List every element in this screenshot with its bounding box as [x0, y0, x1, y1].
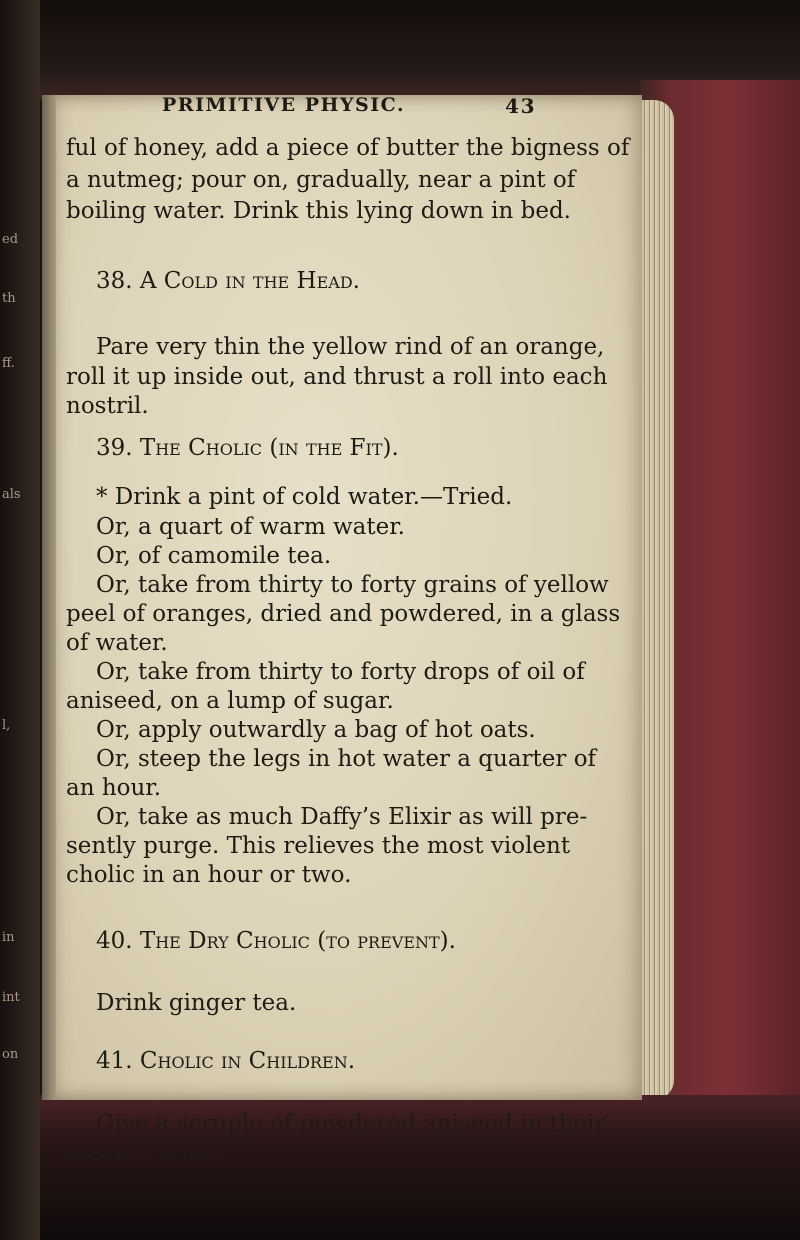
- margin-fragment: ff.: [2, 356, 15, 371]
- text-line: Or, take as much Daffy’s Elixir as will pre-: [96, 804, 588, 830]
- text-line: Or, steep the legs in hot water a quarter of: [96, 746, 597, 772]
- text-line: Drink ginger tea.: [96, 990, 297, 1016]
- section-heading: 40. The Dry Cholic (to prevent).: [96, 928, 456, 954]
- margin-fragment: ed: [2, 232, 19, 247]
- text-line: roll it up inside out, and thrust a roll into each: [66, 364, 608, 390]
- text-line: Pare very thin the yellow rind of an orange,: [96, 334, 605, 360]
- text-line: Or, of camomile tea.: [96, 543, 332, 569]
- text-line: an hour.: [66, 775, 162, 801]
- margin-fragment: als: [2, 487, 21, 502]
- text-line: peel of oranges, dried and powdered, in a glass: [66, 601, 621, 627]
- text-line: cholic in an hour or two.: [66, 862, 352, 888]
- text-line: sently purge. This relieves the most violent: [66, 833, 571, 859]
- text-line: aniseed, on a lump of sugar.: [66, 688, 394, 714]
- text-line: nostril.: [66, 393, 149, 419]
- page-gutter: [42, 95, 56, 1100]
- text-line: meat.—Tried.: [66, 1140, 225, 1166]
- text-line: * Drink a pint of cold water.—Tried.: [96, 484, 513, 510]
- page-number: 43: [505, 94, 536, 118]
- text-line: Or, apply outwardly a bag of hot oats.: [96, 717, 536, 743]
- text-line: ful of honey, add a piece of butter the bigness of: [66, 135, 630, 161]
- text-line: Give a scruple of powdered aniseed in their: [96, 1111, 606, 1137]
- text-line: boiling water. Drink this lying down in bed.: [66, 198, 571, 224]
- text-line: of water.: [66, 630, 168, 656]
- running-header: [162, 94, 536, 124]
- margin-fragment: on: [2, 1047, 19, 1062]
- section-heading: 41. Cholic in Children.: [96, 1048, 356, 1074]
- section-heading: 39. The Cholic (in the Fit).: [96, 435, 399, 461]
- margin-fragment: int: [2, 990, 20, 1005]
- margin-fragment: th: [2, 291, 16, 306]
- text-line: a nutmeg; pour on, gradually, near a pint of: [66, 167, 576, 193]
- running-title: PRIMITIVE PHYSIC.: [162, 94, 406, 116]
- text-line: Or, take from thirty to forty grains of yellow: [96, 572, 609, 598]
- text-line: Or, take from thirty to forty drops of oil of: [96, 659, 585, 685]
- margin-fragment: in: [2, 930, 15, 945]
- text-line: Or, a quart of warm water.: [96, 514, 405, 540]
- facing-page-edge: [0, 0, 40, 1240]
- section-heading: 38. A Cold in the Head.: [96, 268, 360, 294]
- margin-fragment: l,: [2, 718, 11, 733]
